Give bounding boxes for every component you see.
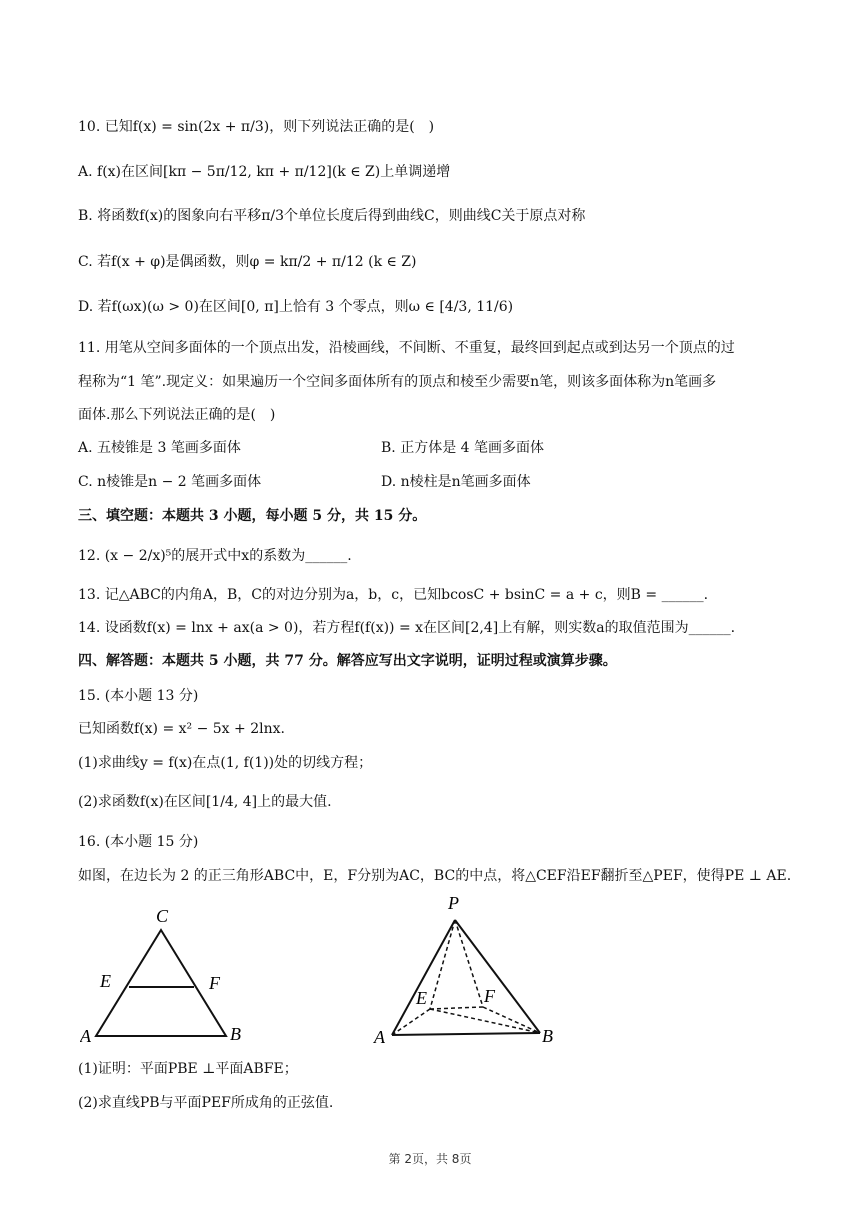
q10-option-c: C. 若f(x + φ)是偶函数，则φ = kπ/2 + π/12 (k ∈ Z): [78, 254, 417, 270]
section-answer-title: 四、解答题：本题共 5 小题，共 77 分。解答应写出文字说明，证明过程或演算步骤。: [78, 653, 617, 669]
q15-part2: (2)求函数f(x)在区间[1/4, 4]上的最大值.: [78, 794, 332, 810]
label-f: F: [484, 986, 495, 1006]
q16-given: 如图，在边长为 2 的正三角形ABC中，E，F分别为AC，BC的中点，将△CEF沿EF翻折至△PEF，使得PE ⊥ AE.: [78, 868, 792, 884]
page-footer: 第 2页，共 8页: [388, 1152, 472, 1166]
q16-part1: (1)证明：平面PBE ⊥平面ABFE；: [78, 1061, 298, 1077]
q15-given: 已知函数f(x) = x² − 5x + 2lnx.: [78, 721, 285, 737]
label-a: A: [374, 1027, 385, 1047]
label-e: E: [100, 971, 111, 991]
figure-folded-pef: [370, 890, 570, 1050]
q15-head: 15. (本小题 13 分): [78, 688, 199, 704]
q11-option-a: A. 五棱锥是 3 笔画多面体: [78, 440, 241, 456]
q12-text: 12. (x − 2/x)⁵的展开式中x的系数为______.: [78, 548, 352, 564]
figure-triangle-abc: [80, 900, 280, 1050]
q11-stem-line3: 面体.那么下列说法正确的是( ): [78, 407, 276, 423]
q10-option-b: B. 将函数f(x)的图象向右平移π/3个单位长度后得到曲线C，则曲线C关于原点对称: [78, 208, 586, 224]
q16-head: 16. (本小题 15 分): [78, 834, 199, 850]
label-p: P: [448, 893, 459, 913]
q11-stem-line2: 程称为“1 笔”.现定义：如果遍历一个空间多面体所有的顶点和棱至少需要n笔，则该多面体称为n笔画多: [78, 374, 717, 390]
q10-option-a: A. f(x)在区间[kπ − 5π/12, kπ + π/12](k ∈ Z)上单调递增: [78, 164, 451, 180]
label-b: B: [542, 1026, 553, 1046]
q15-part1: (1)求曲线y = f(x)在点(1, f(1))处的切线方程；: [78, 755, 373, 771]
q11-option-c: C. n棱锥是n − 2 笔画多面体: [78, 474, 262, 490]
q14-text: 14. 设函数f(x) = lnx + ax(a > 0)，若方程f(f(x)) = x在区间[2,4]上有解，则实数a的取值范围为______.: [78, 620, 736, 636]
label-c: C: [156, 906, 169, 926]
label-e: E: [416, 988, 427, 1008]
q11-option-d: D. n棱柱是n笔画多面体: [381, 474, 531, 490]
label-a: A: [80, 1026, 91, 1046]
q13-text: 13. 记△ABC的内角A，B，C的对边分别为a，b，c，已知bcosC + bsinC = a + c，则B = ______.: [78, 587, 709, 603]
q11-stem-line1: 11. 用笔从空间多面体的一个顶点出发，沿棱画线，不间断、不重复，最终回到起点或到达另一个顶点的过: [78, 340, 735, 356]
q11-option-b: B. 正方体是 4 笔画多面体: [381, 440, 544, 456]
section-fill-in-title: 三、填空题：本题共 3 小题，每小题 5 分，共 15 分。: [78, 508, 427, 524]
q10-option-d: D. 若f(ωx)(ω > 0)在区间[0, π]上恰有 3 个零点，则ω ∈ [4/3, 11/6): [78, 299, 514, 315]
q16-part2: (2)求直线PB与平面PEF所成角的正弦值.: [78, 1095, 334, 1111]
q10-stem: 10. 已知f(x) = sin(2x + π/3)，则下列说法正确的是( ): [78, 119, 435, 135]
label-b: B: [230, 1024, 241, 1044]
label-f: F: [209, 973, 220, 993]
